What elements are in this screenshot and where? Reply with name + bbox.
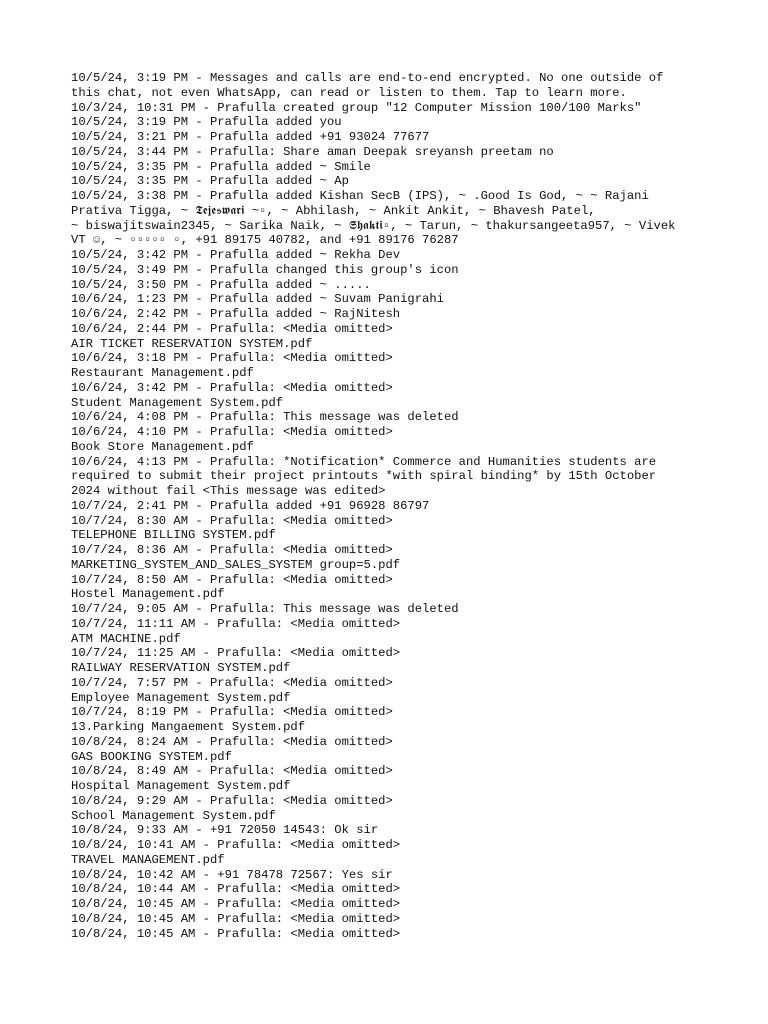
chat-line: required to submit their project printouts *with spiral binding* by 15th October xyxy=(71,469,657,484)
chat-line: 10/6/24, 4:10 PM - Prafulla: <Media omitted> xyxy=(71,425,393,439)
chat-line: 2024 without fail <This message was edited> xyxy=(71,484,386,498)
chat-line: 10/7/24, 8:30 AM - Prafulla: <Media omitted> xyxy=(71,513,393,528)
chat-line: 10/8/24, 8:49 AM - Prafulla: <Media omitted> xyxy=(71,764,393,779)
chat-line: 10/5/24, 3:42 PM - Prafulla added ~ Rekha Dev xyxy=(71,248,401,262)
chat-line: Hostel Management.pdf xyxy=(71,587,225,602)
chat-line: Hospital Management System.pdf xyxy=(71,779,291,793)
chat-line: 10/8/24, 9:33 AM - +91 72050 14543: Ok sir xyxy=(71,823,379,838)
chat-line: 10/6/24, 4:13 PM - Prafulla: *Notification* Commerce and Humanities students are xyxy=(71,454,657,469)
chat-line: TRAVEL MANAGEMENT.pdf xyxy=(71,852,225,867)
chat-line: 10/8/24, 8:24 AM - Prafulla: <Media omitted> xyxy=(71,734,393,749)
chat-line: 10/5/24, 3:35 PM - Prafulla added ~ Ap xyxy=(71,174,349,189)
chat-line: Student Management System.pdf xyxy=(71,395,284,410)
chat-line: 10/7/24, 7:57 PM - Prafulla: <Media omitted> xyxy=(71,675,393,690)
chat-line: 10/6/24, 2:42 PM - Prafulla added ~ RajNitesh xyxy=(71,307,401,321)
chat-line: 10/6/24, 3:18 PM - Prafulla: <Media omitted> xyxy=(71,351,393,366)
chat-line: GAS BOOKING SYSTEM.pdf xyxy=(71,749,232,764)
chat-line: Restaurant Management.pdf xyxy=(71,366,254,380)
chat-line: this chat, not even WhatsApp, can read or listen to them. Tap to learn more. xyxy=(71,85,627,100)
chat-line: 10/5/24, 3:21 PM - Prafulla added +91 93024 77677 xyxy=(71,130,430,144)
chat-line: 10/7/24, 11:11 AM - Prafulla: <Media omitted> xyxy=(71,616,401,631)
chat-line: 10/3/24, 10:31 PM - Prafulla created group "12 Computer Mission 100/100 Marks" xyxy=(71,100,642,115)
chat-line: ATM MACHINE.pdf xyxy=(71,631,181,646)
chat-line: 10/8/24, 10:41 AM - Prafulla: <Media omitted> xyxy=(71,838,401,852)
chat-line: 13.Parking Mangaement System.pdf xyxy=(71,720,306,734)
chat-line: VT ☺, ~ ▫▫▫▫▫ ▫, +91 89175 40782, and +91 89176 76287 xyxy=(71,233,459,248)
chat-line: Prativa Tigga, ~ 𝕿𝖊𝖏𝖊𝖘𝖜𝖆𝖗𝖎 ~▫, ~ Abhilash, ~ Ankit Ankit, ~ Bhavesh Patel, xyxy=(71,203,596,218)
chat-line: ~ biswajitswain2345, ~ Sarika Naik, ~ 𝕾𝖍𝖆𝖐𝖙𝖎▫, ~ Tarun, ~ thakursangeeta957, ~ Vivek xyxy=(71,218,676,233)
chat-line: 10/8/24, 10:45 AM - Prafulla: <Media omitted> xyxy=(71,911,401,926)
chat-line: 10/8/24, 9:29 AM - Prafulla: <Media omitted> xyxy=(71,793,393,808)
chat-line: 10/6/24, 1:23 PM - Prafulla added ~ Suvam Panigrahi xyxy=(71,292,444,307)
chat-export-document xyxy=(71,71,696,941)
chat-line: 10/5/24, 3:44 PM - Prafulla: Share aman Deepak sreyansh preetam no xyxy=(71,144,554,159)
chat-line: TELEPHONE BILLING SYSTEM.pdf xyxy=(71,528,276,543)
chat-line: 10/5/24, 3:50 PM - Prafulla added ~ ..... xyxy=(71,277,371,292)
chat-line: RAILWAY RESERVATION SYSTEM.pdf xyxy=(71,661,291,675)
chat-line: 10/5/24, 3:19 PM - Messages and calls are end-to-end encrypted. No one outside of xyxy=(71,71,664,85)
chat-line: 10/7/24, 8:36 AM - Prafulla: <Media omitted> xyxy=(71,543,393,557)
chat-line: AIR TICKET RESERVATION SYSTEM.pdf xyxy=(71,336,313,351)
chat-line: School Management System.pdf xyxy=(71,808,276,823)
chat-line: 10/8/24, 10:45 AM - Prafulla: <Media omitted> xyxy=(71,926,401,941)
chat-line: 10/8/24, 10:44 AM - Prafulla: <Media omitted> xyxy=(71,882,401,897)
chat-line: 10/8/24, 10:42 AM - +91 78478 72567: Yes sir xyxy=(71,867,393,882)
chat-line: 10/8/24, 10:45 AM - Prafulla: <Media omitted> xyxy=(71,897,401,911)
chat-line: 10/6/24, 4:08 PM - Prafulla: This message was deleted xyxy=(71,410,459,425)
chat-line: Book Store Management.pdf xyxy=(71,439,254,454)
chat-line: 10/5/24, 3:19 PM - Prafulla added you xyxy=(71,115,342,130)
chat-line: MARKETING_SYSTEM_AND_SALES_SYSTEM group=5.pdf xyxy=(71,557,401,572)
chat-line: 10/5/24, 3:35 PM - Prafulla added ~ Smile xyxy=(71,159,371,174)
chat-line: 10/7/24, 8:50 AM - Prafulla: <Media omitted> xyxy=(71,572,393,587)
chat-line: 10/7/24, 8:19 PM - Prafulla: <Media omitted> xyxy=(71,705,393,720)
chat-line: 10/7/24, 2:41 PM - Prafulla added +91 96928 86797 xyxy=(71,498,430,513)
chat-line: 10/7/24, 11:25 AM - Prafulla: <Media omitted> xyxy=(71,646,401,661)
chat-line: 10/6/24, 3:42 PM - Prafulla: <Media omitted> xyxy=(71,380,393,395)
chat-line: 10/5/24, 3:38 PM - Prafulla added Kishan SecB (IPS), ~ .Good Is God, ~ ~ Rajani xyxy=(71,189,649,203)
chat-line: Employee Management System.pdf xyxy=(71,690,291,705)
chat-line: 10/5/24, 3:49 PM - Prafulla changed this group's icon xyxy=(71,262,459,277)
chat-line: 10/6/24, 2:44 PM - Prafulla: <Media omitted> xyxy=(71,321,393,336)
chat-line: 10/7/24, 9:05 AM - Prafulla: This message was deleted xyxy=(71,602,459,616)
